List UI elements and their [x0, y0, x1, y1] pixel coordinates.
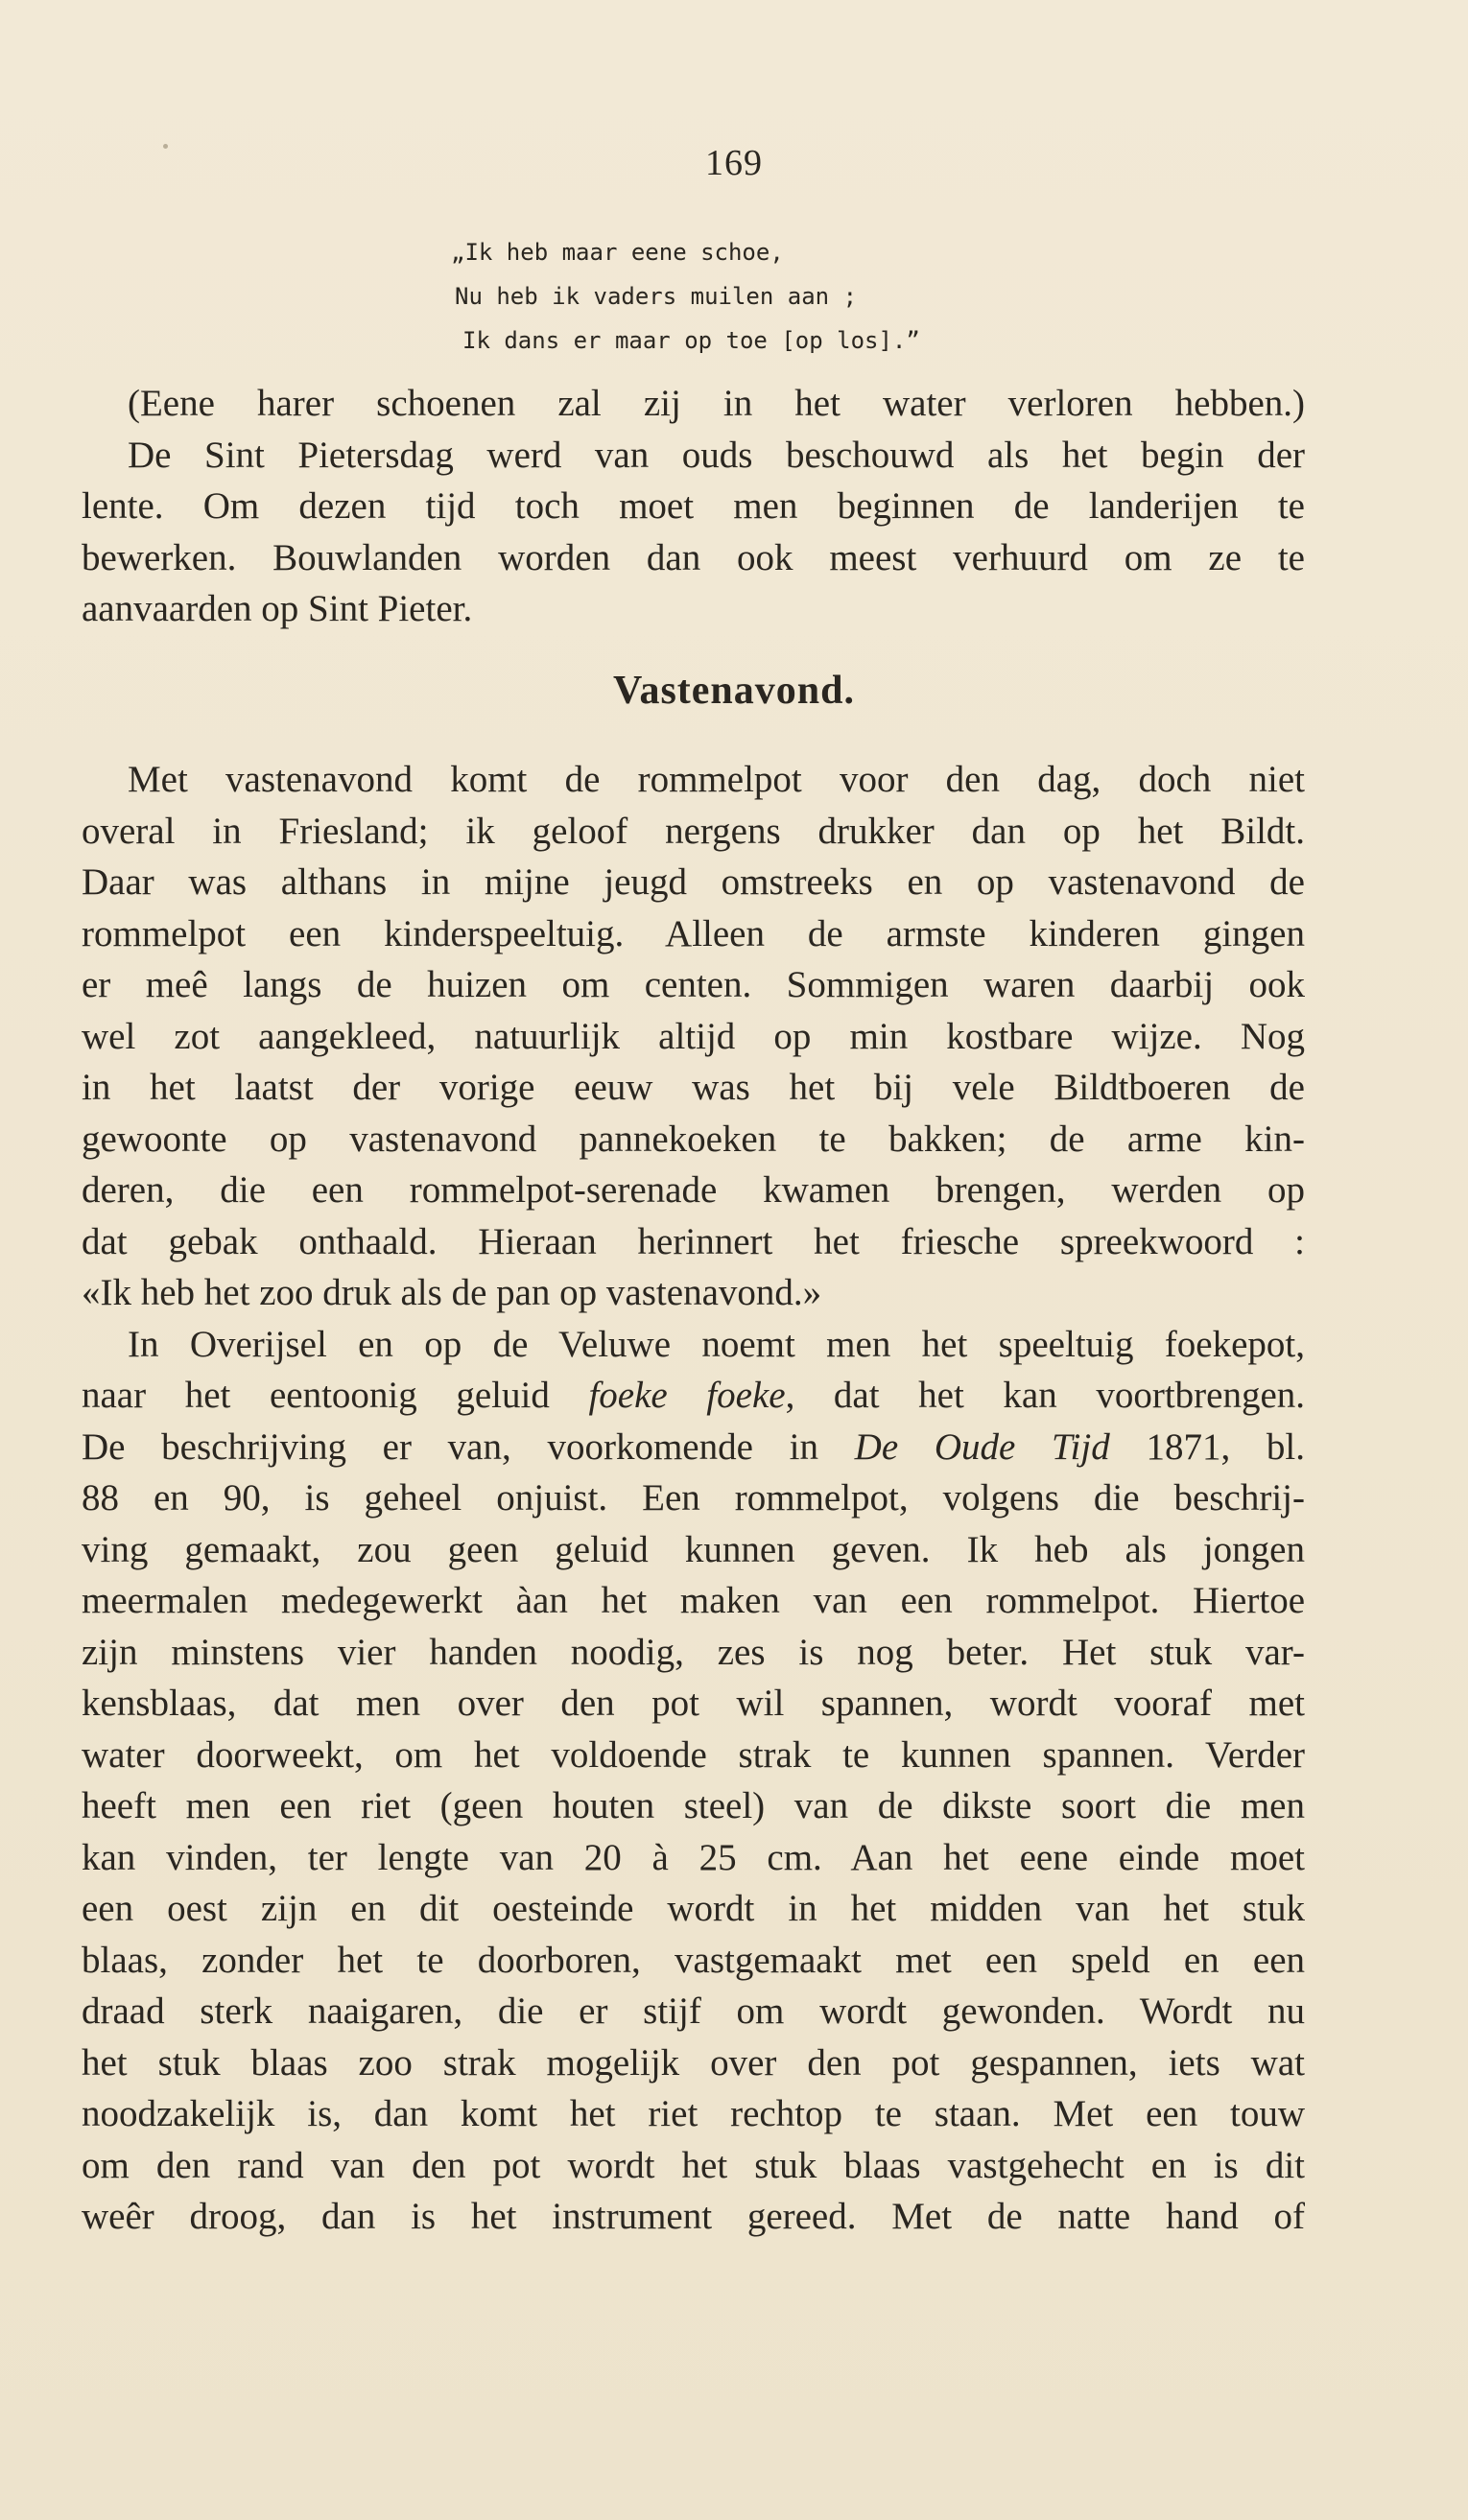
- text-line: Met vastenavond komt de rommelpot voor den dag, doch niet: [128, 759, 1305, 800]
- text-line: [82, 1370, 1305, 1422]
- text-line: wel zot aangekleed, natuurlijk altijd op min kostbare wijze. Nog: [82, 1015, 1305, 1057]
- text-line: bewerken. Bouwlanden worden dan ook meest verhuurd om ze te: [82, 536, 1305, 578]
- text-line: «Ik heb het zoo druk als de pan op vastenavond.»: [82, 1272, 822, 1313]
- text-line: In Overijsel en op de Veluwe noemt men het speeltuig foekepot,: [128, 1323, 1305, 1365]
- text-line: dat gebak onthaald. Hieraan herinnert het friesche spreekwoord :: [82, 1220, 1305, 1262]
- text-line: er meê langs de huizen om centen. Sommigen waren daarbij ook: [82, 964, 1305, 1005]
- text-line: kan vinden, ter lengte van 20 à 25 cm. Aan het eene einde moet: [82, 1836, 1305, 1878]
- text-line: Daar was althans in mijne jeugd omstreeks en op vastenavond de: [82, 861, 1305, 903]
- text-line: gewoonte op vastenavond pannekoeken te bakken; de arme kin-: [82, 1118, 1305, 1160]
- text-line: lente. Om dezen tijd toch moet men beginnen de landerijen te: [82, 485, 1305, 527]
- text-line: blaas, zonder het te doorboren, vastgemaakt met een speld en een: [82, 1939, 1305, 1981]
- verse-quote: [451, 230, 1046, 363]
- text-line: een oest zijn en dit oesteinde wordt in het midden van het stuk: [82, 1888, 1305, 1929]
- text-line: zijn minstens vier handen noodig, zes is nog beter. Het stuk var-: [82, 1631, 1305, 1673]
- text-line: noodzakelijk is, dan komt het riet rechtop te staan. Met een touw: [82, 2093, 1305, 2134]
- text-run: , dat het kan voortbrengen.: [785, 1375, 1306, 1416]
- text-run: naar het eentoonig geluid: [82, 1375, 589, 1416]
- text-line: aanvaarden op Sint Pieter.: [82, 588, 473, 629]
- verse-line: Ik dans er maar op toe [op los].”: [462, 327, 920, 354]
- text-line: draad sterk naaigaren, die er stijf om wordt gewonden. Wordt nu: [82, 1990, 1305, 2032]
- text-line: overal in Friesland; ik geloof nergens drukker dan op het Bildt.: [82, 810, 1305, 852]
- italic-title: De Oude Tijd: [854, 1425, 1110, 1468]
- verse-line: „Ik heb maar eene schoe,: [451, 239, 784, 266]
- text-run: 1871, bl.: [1109, 1425, 1305, 1468]
- text-line: (Eene harer schoenen zal zij in het water verloren hebben.): [128, 383, 1305, 424]
- page-number: 169: [705, 143, 763, 183]
- text-line: 88 en 90, is geheel onjuist. Een rommelpot, volgens die beschrij-: [82, 1477, 1305, 1519]
- text-line: water doorweekt, om het voldoende strak te kunnen spannen. Verder: [82, 1733, 1305, 1776]
- text-line: in het laatst der vorige eeuw was het bij vele Bildtboeren de: [82, 1067, 1305, 1108]
- text-line: ving gemaakt, zou geen geluid kunnen geven. Ik heb als jongen: [82, 1528, 1305, 1570]
- text-line: het stuk blaas zoo strak mogelijk over den pot gespannen, iets wat: [82, 2041, 1305, 2084]
- verse-line: Nu heb ik vaders muilen aan ;: [455, 283, 858, 310]
- text-line: [82, 1422, 1305, 1473]
- italic-term: foeke foeke: [588, 1375, 786, 1416]
- text-line: heeft men een riet (geen houten steel) van de dikste soort die men: [82, 1785, 1305, 1826]
- section-heading: Vastenavond.: [612, 669, 856, 713]
- text-line: rommelpot een kinderspeeltuig. Alleen de armste kinderen gingen: [82, 912, 1305, 954]
- text-line: om den rand van den pot wordt het stuk blaas vastgehecht en is dit: [82, 2144, 1305, 2186]
- text-line: weêr droog, dan is het instrument gereed. Met de natte hand of: [82, 2196, 1305, 2237]
- paragraph-block-1: [82, 378, 1305, 635]
- text-line: kensblaas, dat men over den pot wil spannen, wordt vooraf met: [82, 1683, 1305, 1724]
- text-line: meermalen medegewerkt àan het maken van een rommelpot. Hiertoe: [82, 1580, 1305, 1621]
- text-line: deren, die een rommelpot-serenade kwamen brengen, werden op: [82, 1169, 1305, 1211]
- paragraph-block-2: [82, 754, 1305, 2243]
- text-run: De beschrijving er van, voorkomende in: [82, 1425, 855, 1468]
- text-line: De Sint Pietersdag werd van ouds beschouwd als het begin der: [128, 434, 1305, 476]
